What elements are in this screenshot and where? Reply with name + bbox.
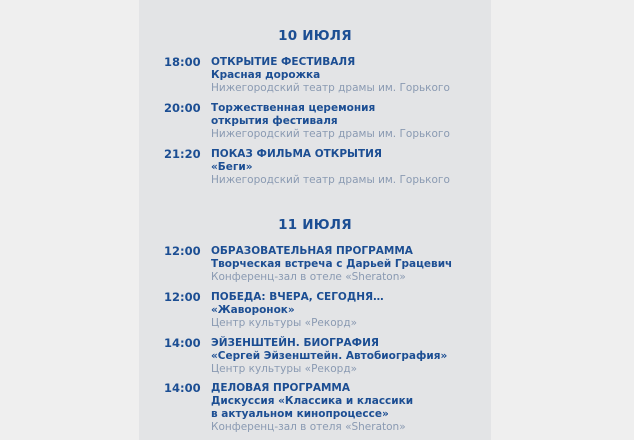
event-time: 12:00 [164,244,201,258]
event-title: ОТКРЫТИЕ ФЕСТИВАЛЯ [211,56,356,68]
event-body [211,245,491,284]
event-venue: Конференц-зал в отеля «Sheraton» [211,421,406,433]
event-title: Торжественная церемония [211,102,376,114]
event-body [211,148,491,187]
event-title: ДЕЛОВАЯ ПРОГРАММА [211,382,350,394]
event-time: 18:00 [164,55,201,69]
event-time: 14:00 [164,381,201,395]
event-time: 14:00 [164,336,201,350]
day-header-1: 10 ИЮЛЯ [278,28,352,44]
event-title: ЭЙЗЕНШТЕЙН. БИОГРАФИЯ [211,337,379,349]
event-subtitle: Дискуссия «Классика и классики [211,395,414,407]
event-body [211,337,491,376]
event-venue: Центр культуры «Рекорд» [211,363,358,375]
event-venue: Нижегородский театр драмы им. Горького [211,174,450,186]
event-body [211,56,491,95]
event-time: 21:20 [164,147,201,161]
event-venue: Центр культуры «Рекорд» [211,317,358,329]
event-subtitle: «Сергей Эйзенштейн. Автобиография» [211,350,448,362]
event-title: ПОБЕДА: ВЧЕРА, СЕГОДНЯ… [211,291,384,303]
event-time: 20:00 [164,101,201,115]
event-time: 12:00 [164,290,201,304]
event-body [211,102,491,141]
event-subtitle: Красная дорожка [211,69,321,81]
event-title: ПОКАЗ ФИЛЬМА ОТКРЫТИЯ [211,148,382,160]
event-subtitle: Творческая встреча с Дарьей Грацевич [211,258,453,270]
event-title: ОБРАЗОВАТЕЛЬНАЯ ПРОГРАММА [211,245,413,257]
event-subtitle-cont: в актуальном кинопроцессе» [211,408,389,420]
event-body [211,382,491,434]
event-subtitle: открытия фестиваля [211,115,338,127]
event-venue: Нижегородский театр драмы им. Горького [211,128,450,140]
event-body [211,291,491,330]
event-venue: Нижегородский театр драмы им. Горького [211,82,450,94]
schedule-page [139,0,491,440]
day-header-2: 11 ИЮЛЯ [278,217,352,233]
event-venue: Конференц-зал в отеле «Sheraton» [211,271,406,283]
event-subtitle: «Беги» [211,161,253,173]
event-subtitle: «Жаворонок» [211,304,295,316]
